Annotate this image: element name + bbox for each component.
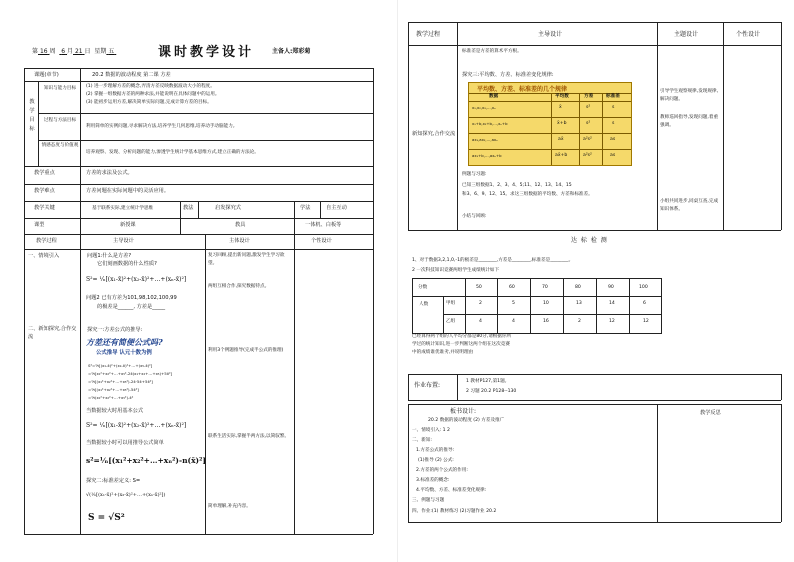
- r-col-content: 主导设计: [538, 31, 563, 38]
- knowledge-label: 知识与能力目标: [43, 86, 77, 91]
- method: 启发探究式: [215, 205, 241, 211]
- keyword-label: 教学关键: [34, 205, 55, 211]
- date-line: 第 16 周 6 月 21 日 星期 五: [32, 48, 115, 55]
- question-1: 问题1:什么是方差?: [87, 253, 132, 259]
- score-cell: 4: [479, 319, 482, 324]
- col-subject: 主体设计: [229, 238, 250, 244]
- rules-banner: 平均数、方差、标准差的几个规律: [477, 86, 568, 93]
- right-page: [397, 0, 794, 562]
- summary: 小结与回顾:: [462, 214, 487, 219]
- score-cell: 12: [609, 319, 615, 324]
- rules-cell: ax₁+b,…,axₙ+b: [472, 153, 502, 158]
- subject-note-1: 复习回顾,提出新问题,激发学生学习欲望。: [208, 253, 285, 266]
- score-cell: 13: [576, 301, 582, 306]
- r-col-personal: 个性设计: [736, 31, 761, 38]
- check-q3-a: 已经算得两个组的人平均分都是80分,请根据你所: [412, 334, 512, 339]
- page-title: 课时教学设计: [158, 45, 255, 60]
- board-line: 二、新知:: [412, 438, 432, 443]
- score-cell: 6: [643, 301, 646, 306]
- process-label: 过程与方法目标: [43, 118, 77, 123]
- derivation-row: =¹⁄₅[x₁²+x₂²+…+x₅²-2x̄(x₁+x₂+…+x₅)+5x̄²]: [88, 371, 173, 376]
- step-explore: 二、新知探究,合作交流: [28, 326, 77, 340]
- difficulty-label: 教学难点: [34, 188, 55, 194]
- basic-formula: S²= ¹⁄ₙ[(x₁-x̄)²+(x₂-x̄)²+…+(xₙ-x̄)²]: [86, 422, 187, 429]
- rules-head-sd: 标准差: [606, 94, 620, 99]
- score-head: 50: [476, 285, 482, 290]
- rules-cell: a²s²: [583, 137, 592, 142]
- side-note-1: 引导学生观察规律,发现规律,解决问题。: [660, 89, 719, 102]
- formula-banner: 方差还有简便公式吗? 公式推导 认元十数为例: [86, 337, 163, 356]
- process-goal: 利用简单的实例问题,寻求解决方法,培养学生几何思维,培养动手动脑能力。: [86, 124, 238, 129]
- rules-cell: as: [610, 137, 616, 142]
- board-line: 3.标准差的概念:: [416, 478, 450, 483]
- study-label: 学法: [300, 205, 311, 211]
- derivation-row: =¹⁄₅[(x₁²+x₂²+…+x₅²)-5x̄²]: [88, 387, 139, 392]
- sd-formula: √(¹⁄ₙ[(x₁-x̄)²+(x₂-x̄)²+…+(xₙ-x̄)²]): [86, 492, 166, 498]
- rules-cell: x̄+b: [557, 121, 567, 126]
- explore-1: 探究一:方差公式的推导:: [87, 327, 143, 333]
- simple-formula: s²=¹⁄ₙ[(x₁²+x₂²+…+xₙ²)-n(x̄)²]: [86, 456, 206, 465]
- explore-3: 探究三:平均数、方差、标准差变化规律:: [462, 72, 554, 78]
- emotion-label: 情感态度与价值观: [41, 143, 79, 148]
- r-step-label: 新知探究,合作交流: [412, 131, 456, 137]
- board-line: 2.方差的两个公式的作用:: [416, 468, 468, 473]
- small-data-note: 当数据较小时可以用推导公式简单: [86, 440, 164, 446]
- tools-label: 教具: [235, 222, 246, 228]
- subject-note-2: 两组互相合作,探究数据特点。: [208, 284, 270, 289]
- derivation-row: S²=¹⁄₅[(x₁-x̄)²+(x₂-x̄)²+…+(x₅-x̄)²]: [88, 363, 153, 368]
- board-line: 一、情境引入: 1 2: [412, 428, 450, 433]
- group-b-label: 乙组: [446, 319, 456, 324]
- derivation-rows: [88, 362, 198, 402]
- score-cell: 14: [609, 301, 615, 306]
- rules-head-var: 方差: [584, 94, 594, 99]
- question-2: 问题2 已有方差为101,98,102,100,99: [86, 295, 177, 301]
- explore-2: 探究二:标准差定义: S=: [86, 478, 141, 484]
- difficulty-point: 方差问题在实际问题中的灵活应用。: [86, 188, 170, 194]
- preparer: 主备人:郑彩菊: [272, 48, 311, 55]
- score-head: 80: [575, 285, 581, 290]
- score-cell: 16: [543, 319, 549, 324]
- lesson-type: 新授课: [120, 222, 136, 228]
- board-title: 板书设计:: [450, 408, 477, 415]
- topic-label: 课题(章节): [34, 72, 59, 78]
- subject-note-4: 联系生活实际,掌握半两方法,以简驭繁。: [208, 434, 290, 439]
- knowledge-item-2: (2) 掌握一组数据方差的两种求法,并能说明在具体问题中的运用。: [86, 92, 220, 97]
- method-label: 教法: [183, 205, 194, 211]
- score-cell: 10: [543, 301, 549, 306]
- score-cell: 5: [512, 301, 515, 306]
- board-line: (1)推导 (2) 公式:: [418, 458, 454, 463]
- rules-head-data: 数据: [489, 94, 499, 99]
- score-cell: 2: [578, 319, 581, 324]
- rules-cell: x̄: [559, 105, 562, 110]
- emotion-goal: 培养观察、发现、分析问题的能力,渗透学生统计学基本思维方式,建立正确的方法论。: [86, 150, 259, 155]
- check-q3-b: 学过的统计知识,进一步判断这两个组在这次竞赛: [412, 342, 510, 347]
- board-line: 1.方差公式的推导:: [416, 448, 455, 453]
- tools: 一体机、白板等: [305, 222, 342, 228]
- group-a-label: 甲组: [446, 301, 456, 306]
- board-line: 三、例题与习题: [412, 498, 445, 503]
- r-col-process: 教学过程: [416, 31, 441, 38]
- rules-cell: ax₁,ax₂,…,axₙ: [472, 137, 498, 142]
- rules-cell: x₁,x₂,x₃,…,xₙ: [472, 105, 496, 110]
- knowledge-item-1: (1) 进一步理解方差的概念,弄清方差反映数据波动大小的程度。: [86, 84, 215, 89]
- example-line-2: 和3、6、9、12、15。求这三组数据的平均数、方差和标准差。: [462, 192, 593, 197]
- goals-label: 教学目标: [29, 99, 35, 132]
- sd-short-formula: S = √S²: [88, 513, 125, 523]
- rules-cell: s²: [586, 105, 591, 110]
- col-process: 教学过程: [36, 238, 57, 244]
- derivation-row: =¹⁄₅(x₁²+x₂²+…+x₅²)-x̄²: [88, 395, 134, 400]
- keyword: 基于联系实际,建立统计学思维: [92, 206, 154, 211]
- homework-label: 作业布置:: [414, 382, 441, 389]
- board-line: 4.平均数、方差、标准差变化规律:: [416, 488, 487, 493]
- score-head: 100: [639, 285, 648, 290]
- subject-note-5: 简单理解,补充内容。: [208, 504, 251, 509]
- subject-note-3: 利用3个例题推导(完成半公式的推理): [208, 348, 284, 353]
- question-1b: 它们刻画数据的什么性质?: [97, 261, 157, 267]
- knowledge-item-3: (3) 能初步运用方差,解决简单实际问题,完成计算方差的目标。: [86, 100, 212, 105]
- score-head: 60: [509, 285, 515, 290]
- col-content: 主导设计: [113, 238, 134, 244]
- key-point: 方差的求法及公式。: [86, 170, 133, 176]
- side-note-2: 教师巡回指导,发现问题,着重强调。: [660, 115, 719, 128]
- rules-cell: a²s²: [583, 153, 592, 158]
- sd-intro: 标准差是方差的算术平方根。: [462, 49, 522, 54]
- score-cell: 4: [512, 319, 515, 324]
- large-data-note: 当数据较大时用基本公式: [86, 408, 144, 414]
- type-label: 课型: [34, 222, 45, 228]
- topic: 20.2 数据的波动程度 第二课 方差: [92, 72, 171, 78]
- score-table: [412, 278, 662, 334]
- check-q3-c: 中的成绩谁优谁劣,并说明理由: [412, 350, 474, 355]
- check-q2: 2 一次科技知识竞赛两组学生成绩统计如下: [412, 268, 500, 273]
- rules-cell: s²: [586, 121, 591, 126]
- example-title: 例题与习题:: [462, 172, 487, 177]
- rules-cell: s: [612, 105, 615, 110]
- reflection-label: 教学反思: [700, 410, 721, 416]
- board-heading: 20.2 数据的波动程度 (2) 方差及推广: [428, 418, 505, 423]
- score-cell: 2: [479, 301, 482, 306]
- derivation-row: =¹⁄₅[(x₁²+x₂²+…+x₅²)-2x̄·5x̄+5x̄²]: [88, 379, 153, 384]
- rules-cell: x₁+b,x₂+b,…,xₙ+b: [472, 121, 508, 126]
- check-title: 达 标 检 测: [571, 237, 608, 244]
- r-col-subject: 主题设计: [674, 31, 699, 38]
- score-head: 90: [608, 285, 614, 290]
- col-personal: 个性设计: [311, 238, 332, 244]
- score-head: 分数: [418, 285, 428, 290]
- rules-cell: ax̄: [558, 137, 564, 142]
- question-2b: 的极差是______, 方差是_____: [97, 304, 166, 310]
- rules-table: [468, 82, 632, 166]
- board-line: 四、作业:(1) 教材练习 (2)习题作业 20.2: [412, 509, 497, 514]
- rules-head-mean: 平均数: [555, 94, 569, 99]
- step-intro: 一、情境引入: [28, 253, 60, 259]
- count-label: 人数: [419, 302, 429, 307]
- homework-1: 1 教材P127,第1题。: [466, 379, 510, 384]
- rules-cell: s: [612, 121, 615, 126]
- key-label: 教学重点: [34, 170, 55, 176]
- check-q1: 1、对于数据3,2,1,0,-1的极差是________,方差是________,标准差是________。: [412, 258, 574, 263]
- study: 自主互动: [326, 205, 347, 211]
- rules-cell: ax̄+b: [555, 153, 568, 158]
- side-note-3: 小组共同进步,同桌互查,完成知识体系。: [660, 199, 719, 212]
- example-line-1: 已知三组数据1、2、3、4、5;11、12、13、14、15: [462, 183, 572, 188]
- homework-2: 2 习题 20.2 P128--130: [466, 389, 517, 394]
- variance-formula: S²= ¹⁄ₙ[(x₁-x̄)²+(x₂-x̄)²+…+(xₙ-x̄)²]: [86, 276, 187, 283]
- score-head: 70: [542, 285, 548, 290]
- rules-cell: as: [610, 153, 616, 158]
- score-cell: 12: [643, 319, 649, 324]
